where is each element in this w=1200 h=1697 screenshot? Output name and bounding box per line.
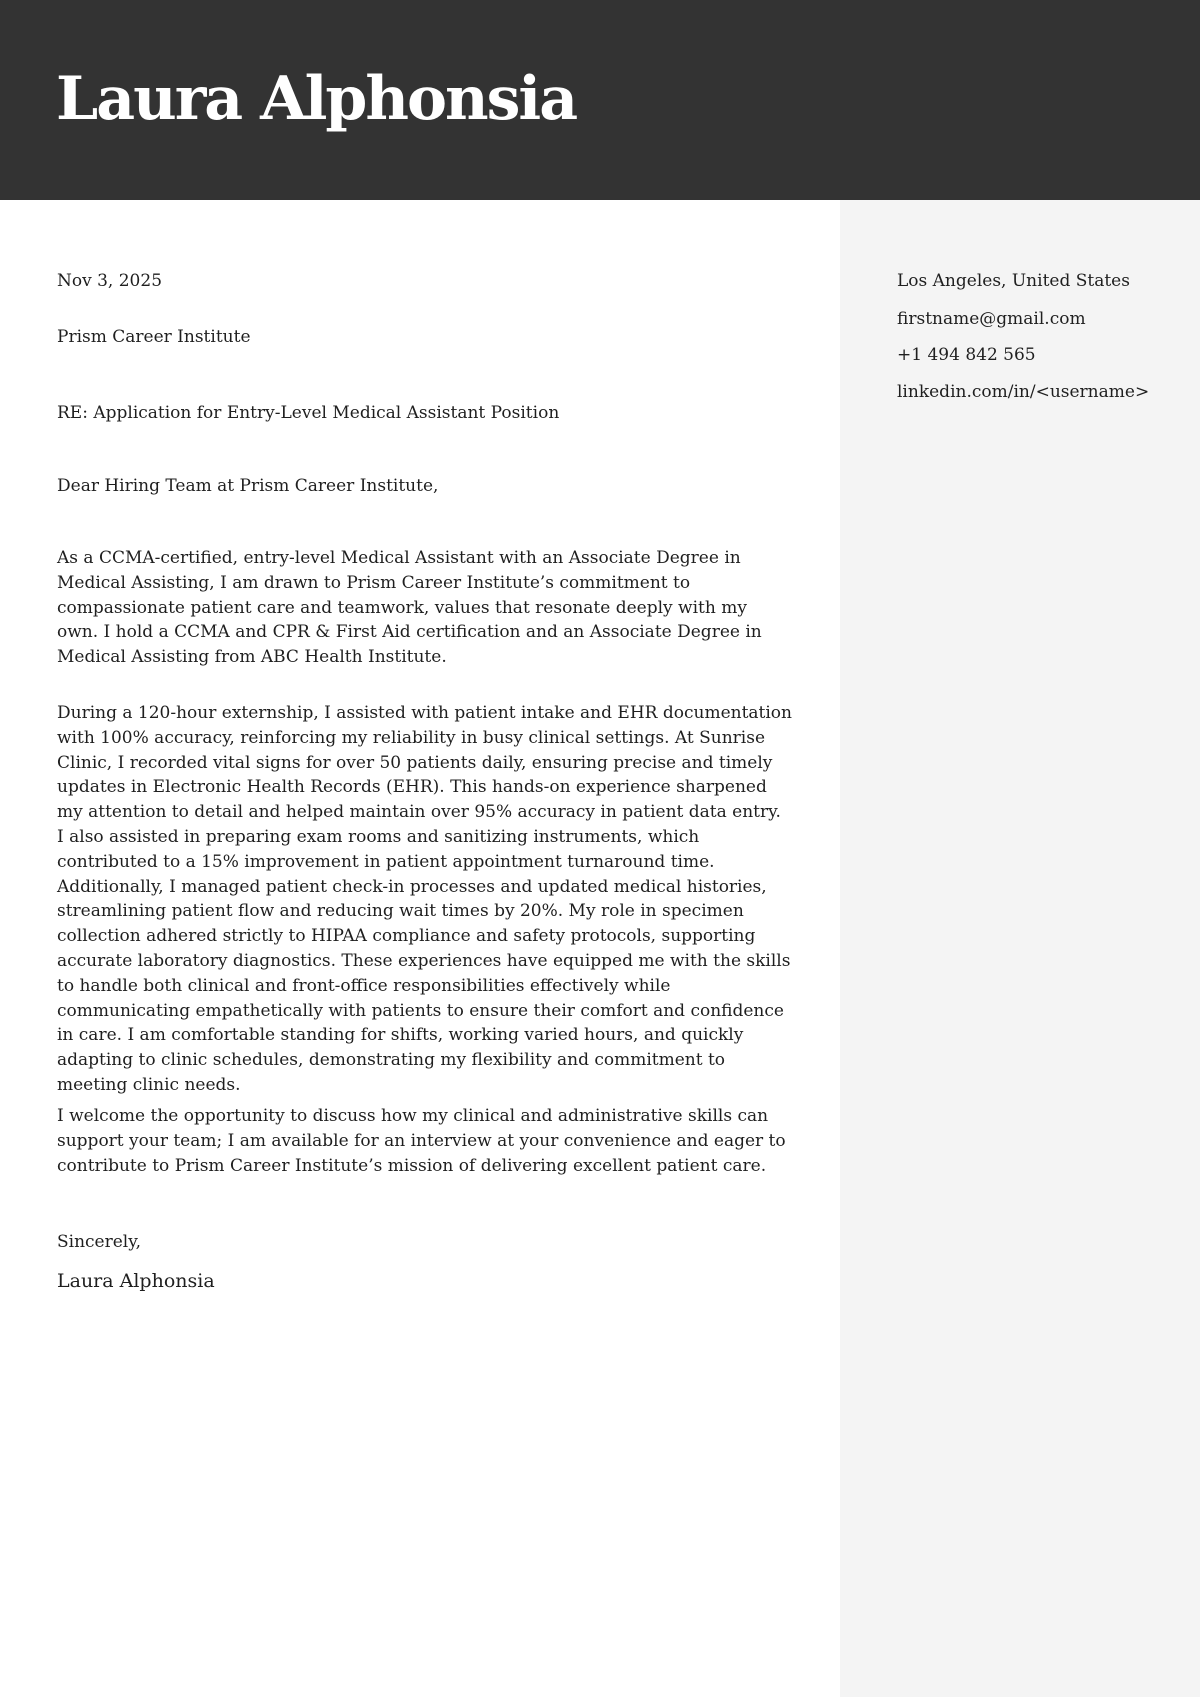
letter-greeting: Dear Hiring Team at Prism Career Institute, bbox=[57, 476, 439, 496]
contact-email: firstname@gmail.com bbox=[897, 309, 1086, 329]
letter-paragraph-3: I welcome the opportunity to discuss how my clinical and administrative skills can support your team; I am available for an interview at your convenience and eager to contribute to Prism Career Institute’s mission of delivering excellent patient care. bbox=[57, 1106, 786, 1176]
contact-sidebar bbox=[840, 200, 1200, 1697]
letter-signature: Laura Alphonsia bbox=[57, 1270, 215, 1292]
contact-linkedin: linkedin.com/in/<username> bbox=[897, 382, 1150, 402]
letter-date: Nov 3, 2025 bbox=[57, 271, 163, 291]
letter-recipient: Prism Career Institute bbox=[57, 327, 251, 347]
contact-location: Los Angeles, United States bbox=[897, 271, 1130, 291]
letter-paragraph-1: As a CCMA-certified, entry-level Medical Assistant with an Associate Degree in Medical Assisting, I am drawn to Prism Career Institute’s commitment to compassionate patient care and teamwork, values that resonate deeply with my own. I hold a CCMA and CPR & First Aid certification and an Associate Degree in Medical Assisting from ABC Health Institute. bbox=[57, 548, 762, 668]
header-banner bbox=[0, 0, 1200, 200]
letter-paragraph-2: During a 120-hour externship, I assisted with patient intake and EHR documentation with 100% accuracy, reinforcing my reliability in busy clinical settings. At Sunrise Clinic, I recorded vital signs for over 50 patients daily, ensuring precise and timely updates in Electronic Health Records (EHR). This hands-on experience sharpened my attention to detail and helped maintain over 95% accuracy in patient data entry. I also assisted in preparing exam rooms and sanitizing instruments, which contributed to a 15% improvement in patient appointment turnaround time. Additionally, I managed patient check-in processes and updated medical histories, streamlining patient flow and reducing wait times by 20%. My role in specimen collection adhered strictly to HIPAA compliance and safety protocols, supporting accurate laboratory diagnostics. These experiences have equipped me with the skills to handle both clinical and front-office responsibilities effectively while communicating empathetically with patients to ensure their comfort and confidence in care. I am comfortable standing for shifts, working varied hours, and quickly adapting to clinic schedules, demonstrating my flexibility and commitment to meeting clinic needs. bbox=[57, 703, 792, 1095]
letter-subject: RE: Application for Entry-Level Medical Assistant Position bbox=[57, 403, 560, 423]
applicant-name: Laura Alphonsia bbox=[56, 64, 577, 134]
letter-closing: Sincerely, bbox=[57, 1232, 141, 1252]
contact-phone: +1 494 842 565 bbox=[897, 345, 1036, 365]
